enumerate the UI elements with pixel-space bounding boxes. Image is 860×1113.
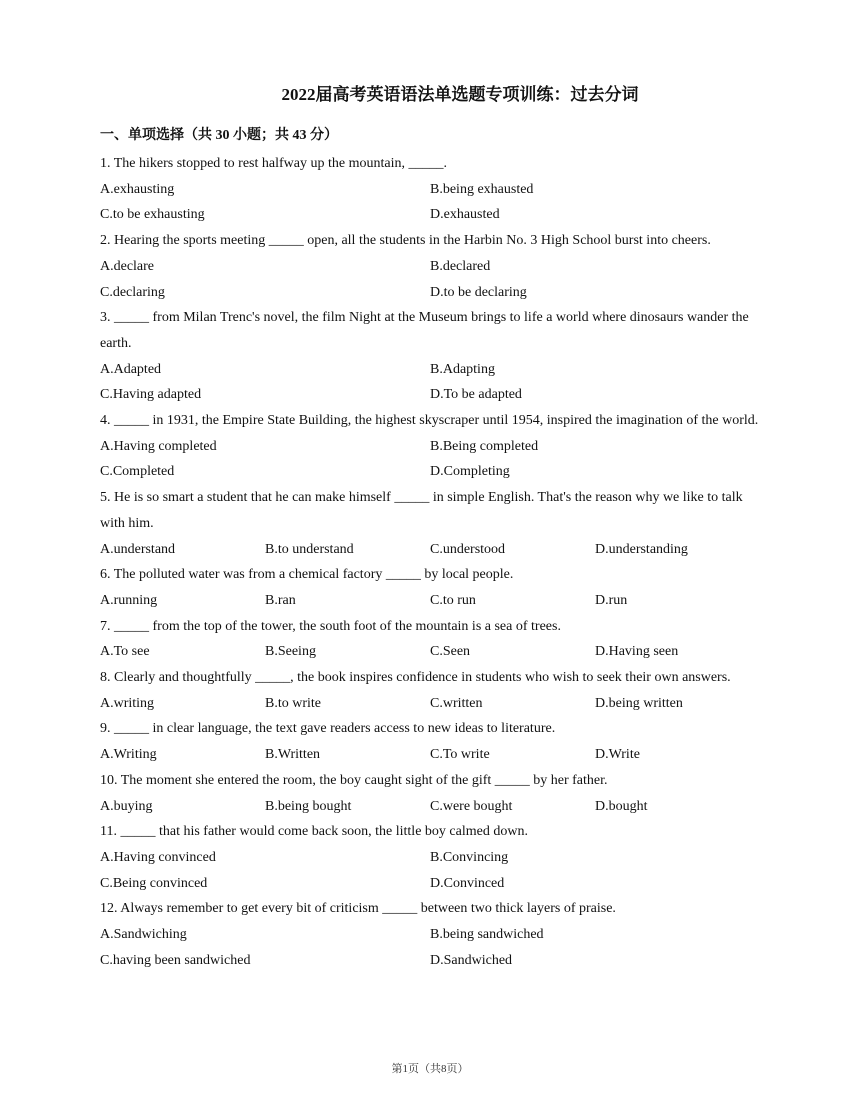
answer-option: D.understanding xyxy=(595,541,688,557)
answer-option: D.exhausted xyxy=(430,207,500,223)
answer-option: C.Completed xyxy=(100,464,175,480)
answer-option: D.To be adapted xyxy=(430,387,522,403)
answer-option: A.Sandwiching xyxy=(100,927,187,943)
answer-option: D.Having seen xyxy=(595,644,679,660)
option-group xyxy=(100,845,760,896)
answer-option: C.understood xyxy=(430,541,506,557)
question-item xyxy=(100,305,760,408)
answer-option: D.to be declaring xyxy=(430,284,527,300)
answer-option: B.Convincing xyxy=(430,849,509,865)
answer-option: A.Adapted xyxy=(100,361,162,377)
answer-option: D.Write xyxy=(595,747,640,763)
answer-option: D.Completing xyxy=(430,464,510,480)
option-group xyxy=(100,691,760,717)
option-group xyxy=(100,537,760,563)
answer-option: B.ran xyxy=(265,592,296,608)
question-stem: 10. The moment she entered the room, the boy caught sight of the gift _____ by her father. xyxy=(100,772,608,788)
answer-option: D.run xyxy=(595,592,628,608)
option-group xyxy=(100,434,760,485)
answer-option: C.Being convinced xyxy=(100,875,208,891)
option-group xyxy=(100,588,760,614)
answer-option: A.writing xyxy=(100,695,155,711)
answer-option: A.Having completed xyxy=(100,438,217,454)
answer-option: B.declared xyxy=(430,258,491,274)
question-stem: 4. _____ in 1931, the Empire State Building, the highest skyscraper until 1954, inspired the imagination of the world. xyxy=(100,413,759,429)
answer-option: D.being written xyxy=(595,695,683,711)
option-group xyxy=(100,922,760,973)
answer-option: A.Writing xyxy=(100,747,157,763)
answer-option: B.being exhausted xyxy=(430,181,534,197)
section-heading: 一、单项选择（共 30 小题；共 43 分） xyxy=(100,128,338,143)
answer-option: C.Seen xyxy=(430,644,471,660)
option-group xyxy=(100,177,760,228)
answer-option: C.To write xyxy=(430,747,490,763)
page-footer: 第1页（共8页） xyxy=(391,1063,469,1075)
answer-option: A.buying xyxy=(100,798,153,814)
question-item xyxy=(100,228,760,305)
question-item xyxy=(100,485,760,562)
question-item xyxy=(100,151,760,228)
answer-option: D.Convinced xyxy=(430,875,505,891)
question-item xyxy=(100,614,760,665)
answer-option: C.to run xyxy=(430,592,476,608)
answer-option: C.declaring xyxy=(100,284,165,300)
answer-option: B.Seeing xyxy=(265,644,316,660)
question-stem: 5. He is so smart a student that he can make himself _____ in simple English. That's the reason why we like to talk with him. xyxy=(100,490,743,531)
option-group xyxy=(100,254,760,305)
question-item xyxy=(100,768,760,819)
question-item xyxy=(100,716,760,767)
question-item xyxy=(100,408,760,485)
answer-option: B.to write xyxy=(265,695,321,711)
answer-option: C.Having adapted xyxy=(100,387,202,403)
answer-option: A.understand xyxy=(100,541,176,557)
question-stem: 7. _____ from the top of the tower, the south foot of the mountain is a sea of trees. xyxy=(100,618,561,634)
option-group xyxy=(100,742,760,768)
answer-option: C.to be exhausting xyxy=(100,207,205,223)
answer-option: A.exhausting xyxy=(100,181,175,197)
answer-option: A.To see xyxy=(100,644,150,660)
question-stem: 3. _____ from Milan Trenc's novel, the film Night at the Museum brings to life a world where dinosaurs wander the earth. xyxy=(100,310,749,351)
answer-option: B.Adapting xyxy=(430,361,495,377)
question-stem: 9. _____ in clear language, the text gave readers access to new ideas to literature. xyxy=(100,721,556,737)
answer-option: B.being bought xyxy=(265,798,352,814)
document-title: 2022届高考英语语法单选题专项训练：过去分词 xyxy=(281,85,639,104)
answer-option: C.having been sandwiched xyxy=(100,952,251,968)
question-item xyxy=(100,819,760,896)
answer-option: D.bought xyxy=(595,798,648,814)
answer-option: C.written xyxy=(430,695,483,711)
option-group xyxy=(100,357,760,408)
answer-option: A.Having convinced xyxy=(100,849,216,865)
question-item xyxy=(100,562,760,613)
question-stem: 12. Always remember to get every bit of criticism _____ between two thick layers of praise. xyxy=(100,901,616,917)
question-stem: 8. Clearly and thoughtfully _____, the book inspires confidence in students who wish to seek their own answers. xyxy=(100,670,731,686)
answer-option: B.Written xyxy=(265,747,321,763)
question-item xyxy=(100,896,760,973)
answer-option: A.declare xyxy=(100,258,155,274)
answer-option: C.were bought xyxy=(430,798,513,814)
option-group xyxy=(100,794,760,820)
answer-option: B.Being completed xyxy=(430,438,539,454)
answer-option: D.Sandwiched xyxy=(430,952,513,968)
answer-option: A.running xyxy=(100,592,158,608)
answer-option: B.being sandwiched xyxy=(430,927,544,943)
question-stem: 6. The polluted water was from a chemical factory _____ by local people. xyxy=(100,567,514,583)
option-group xyxy=(100,639,760,665)
question-stem: 11. _____ that his father would come back soon, the little boy calmed down. xyxy=(100,824,528,840)
question-stem: 2. Hearing the sports meeting _____ open, all the students in the Harbin No. 3 High School burst into cheers. xyxy=(100,233,711,249)
question-stem: 1. The hikers stopped to rest halfway up the mountain, _____. xyxy=(100,156,447,171)
answer-option: B.to understand xyxy=(265,541,354,557)
question-list xyxy=(100,151,760,974)
question-item xyxy=(100,665,760,716)
